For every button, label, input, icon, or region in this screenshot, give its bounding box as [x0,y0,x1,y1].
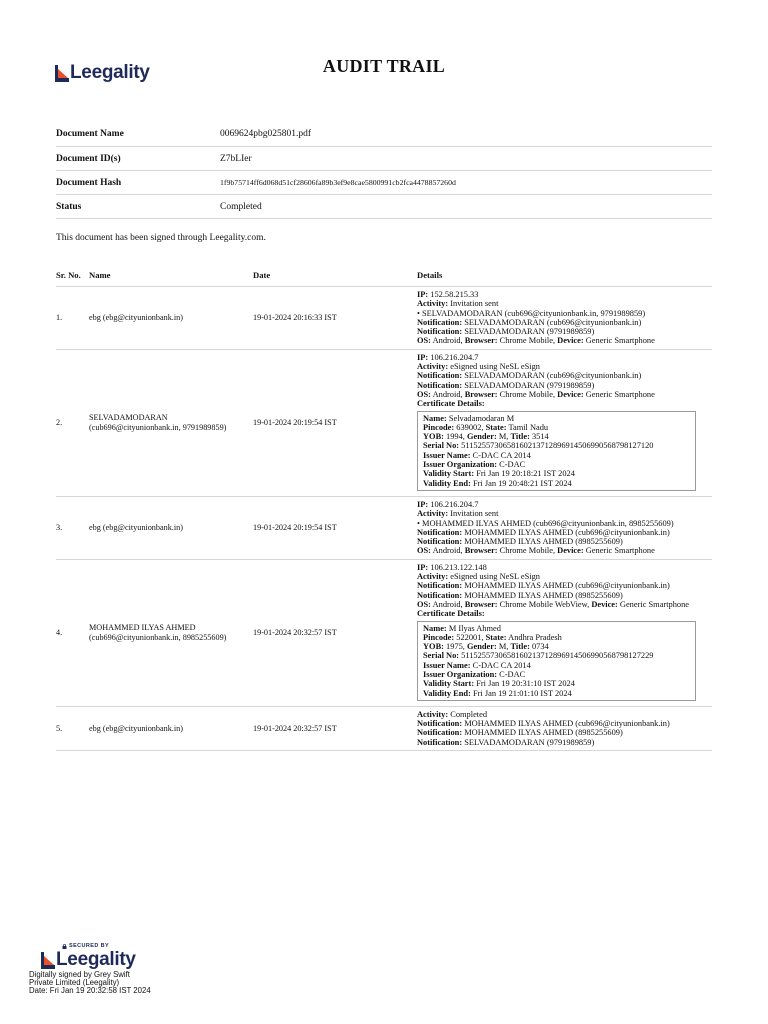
footer-signature [29,943,151,996]
signature-date: Date: Fri Jan 19 20:32:58 IST 2024 [29,986,151,996]
detail-value: MOHAMMED ILYAS AHMED (8985255609) [462,728,623,738]
footer-logo [39,950,151,970]
audit-log-table [56,263,712,751]
signer-name: ebg (ebg@cityunionbank.in) [89,723,183,733]
detail-value: Android, [430,389,465,399]
detail-label: Browser: [464,599,498,609]
row-number: 5. [56,723,63,733]
detail-line [417,390,712,399]
detail-label: Pincode: [423,422,455,432]
detail-value: MOHAMMED ILYAS AHMED (cub696@cityunionbank.in) [462,581,670,591]
detail-label: Notification: [417,581,463,591]
detail-label: Title: [510,642,530,652]
detail-label: IP: [417,352,429,362]
detail-label: Notification: [417,327,463,337]
certificate-details-box [417,411,696,491]
detail-label: Notification: [417,527,463,537]
detail-label: YOB: [423,432,444,442]
detail-value: • SELVADAMODARAN (cub696@cityunionbank.in, 9791989859) [417,308,646,318]
leegality-mark-icon [39,952,55,969]
detail-value: Android, [430,546,465,556]
signer-name-cell [89,724,253,733]
signature-line: Private Limited (Leegality) [29,978,120,988]
document-name-value: 0069624pbg025801.pdf [220,128,312,139]
details-cell [417,560,712,706]
meta-label: Document Name [56,128,124,139]
detail-label: Notification: [417,537,463,547]
secured-by-text: SECURED BY [69,943,110,949]
meta-row-id [56,147,712,171]
detail-label: Activity: [417,299,449,309]
signer-name: SELVADAMODARAN [89,413,168,423]
detail-line [417,500,712,509]
detail-line [417,336,712,345]
detail-label: Activity: [417,709,449,719]
detail-label: Pincode: [423,632,455,642]
signed-note: This document has been signed through Leegality.com. [56,233,266,243]
details-cell [417,350,712,496]
certificate-line [423,689,690,698]
detail-label: Notification: [417,719,463,729]
detail-value: Generic Smartphone [583,336,655,346]
detail-value: Fri Jan 19 20:31:10 IST 2024 [474,679,575,689]
detail-value: Chrome Mobile, [497,336,558,346]
details-cell [417,707,712,750]
detail-value: C-DAC [497,669,526,679]
table-row [56,287,712,350]
detail-line [417,581,712,590]
detail-label: Activity: [417,362,449,372]
detail-value: eSigned using NeSL eSign [448,572,540,582]
header-date: Date [253,269,271,280]
document-id-value: Z7bLIer [220,153,252,164]
status-value: Completed [220,201,262,212]
detail-value: 3514 [529,432,549,442]
detail-value: • MOHAMMED ILYAS AHMED (cub696@cityunionbank.in, 8985255609) [417,518,674,528]
row-date: 19-01-2024 20:19:54 IST [253,418,337,428]
detail-label: Validity End: [423,478,471,488]
detail-line [417,509,712,518]
detail-line [417,528,712,537]
detail-label: Browser: [464,336,498,346]
detail-value: 5115255730658160213712896914506990568798127120 [459,441,654,451]
detail-label: Issuer Name: [423,450,471,460]
certificate-line [423,651,690,660]
detail-label: Activity: [417,509,449,519]
detail-value: Chrome Mobile, [497,389,558,399]
detail-value: SELVADAMODARAN (9791989859) [462,380,595,390]
detail-value: 0734 [529,642,549,652]
detail-label: Name: [423,413,447,423]
detail-line [417,600,712,609]
signer-name-cell [89,523,253,532]
detail-label: Notification: [417,317,463,327]
document-meta-table [56,121,712,219]
detail-label: Issuer Organization: [423,669,498,679]
lock-icon [62,944,67,949]
detail-value: Chrome Mobile, [497,546,558,556]
detail-value: Android, [430,599,465,609]
detail-value: Generic Smartphone [583,389,655,399]
signer-name: MOHAMMED ILYAS AHMED [89,623,196,633]
detail-label: Validity Start: [423,679,475,689]
detail-label: Device: [591,599,618,609]
detail-label: IP: [417,499,429,509]
certificate-line [423,469,690,478]
certificate-line [423,414,690,423]
detail-value: Android, [430,336,465,346]
detail-line [417,519,712,528]
detail-value: MOHAMMED ILYAS AHMED (cub696@cityunionbank.in) [462,527,670,537]
detail-label: Serial No: [423,651,460,661]
detail-label: Notification: [417,371,463,381]
detail-label: Activity: [417,572,449,582]
row-number: 4. [56,628,63,638]
detail-value: SELVADAMODARAN (9791989859) [462,737,595,747]
detail-line [417,609,712,618]
detail-label: Title: [510,432,530,442]
meta-label: Status [56,201,82,212]
detail-value: Andhra Pradesh [506,632,562,642]
detail-label: OS: [417,599,431,609]
detail-value: M, [496,432,511,442]
detail-value: Generic Smartphone [583,546,655,556]
detail-value: Chrome Mobile WebView, [497,599,592,609]
detail-label: Device: [557,336,584,346]
logo-text: Leegality [70,62,150,83]
table-row [56,707,712,751]
detail-label: Issuer Organization: [423,460,498,470]
detail-line [417,362,712,371]
detail-label: Serial No: [423,441,460,451]
detail-label: Gender: [466,642,497,652]
detail-label: OS: [417,546,431,556]
detail-value: M Ilyas Ahmed [446,623,501,633]
detail-line [417,309,712,318]
meta-row-hash [56,171,712,195]
detail-value: Selvadamodaran M [446,413,515,423]
detail-label: Certificate Details: [417,399,485,409]
detail-value: eSigned using NeSL eSign [448,362,540,372]
certificate-line [423,679,690,688]
detail-value: C-DAC CA 2014 [470,660,531,670]
digital-signature-text [29,971,151,996]
detail-line [417,381,712,390]
meta-row-name [56,121,712,147]
detail-line [417,537,712,546]
detail-value: MOHAMMED ILYAS AHMED (cub696@cityunionbank.in) [462,719,670,729]
detail-label: Notification: [417,728,463,738]
detail-value: SELVADAMODARAN (cub696@cityunionbank.in) [462,317,642,327]
detail-label: Browser: [464,546,498,556]
table-row [56,497,712,560]
detail-value: Fri Jan 19 21:01:10 IST 2024 [470,688,572,698]
detail-line [417,318,712,327]
detail-line [417,371,712,380]
row-date: 19-01-2024 20:32:57 IST [253,723,337,733]
row-number: 1. [56,313,63,323]
detail-value: C-DAC CA 2014 [470,450,531,460]
detail-label: Validity Start: [423,469,475,479]
detail-label: IP: [417,562,429,572]
certificate-line [423,670,690,679]
table-header [56,263,712,287]
signer-name-cell [89,623,253,642]
header-details: Details [417,269,443,280]
detail-label: State: [485,422,507,432]
detail-value: SELVADAMODARAN (cub696@cityunionbank.in) [462,371,642,381]
page-title: AUDIT TRAIL [322,56,446,76]
certificate-line [423,432,690,441]
detail-line [417,591,712,600]
header-name: Name [89,269,111,280]
detail-value: 5115255730658160213712896914506990568798127229 [459,651,654,661]
detail-line [417,563,712,572]
detail-line [417,710,712,719]
detail-value: 1994, [443,432,467,442]
certificate-line [423,479,690,488]
detail-value: Tamil Nadu [506,422,549,432]
certificate-details-box [417,621,696,701]
detail-label: IP: [417,290,429,299]
document-hash-value: 1f9b75714ff6d068d51cf28606fa89b3ef9e8cae5800991cb2fca4478857260d [220,178,456,187]
detail-value: Fri Jan 19 20:18:21 IST 2024 [474,469,575,479]
header-sr-no: Sr. No. [56,269,81,280]
detail-value: MOHAMMED ILYAS AHMED (8985255609) [462,590,623,600]
meta-label: Document Hash [56,177,122,188]
detail-value: Fri Jan 19 20:48:21 IST 2024 [470,478,572,488]
detail-label: OS: [417,389,431,399]
signer-name: ebg (ebg@cityunionbank.in) [89,523,183,533]
detail-value: 639002, [454,422,486,432]
row-number: 2. [56,418,63,428]
detail-label: Gender: [466,432,497,442]
detail-label: Validity End: [423,688,471,698]
detail-line [417,719,712,728]
detail-label: Issuer Name: [423,660,471,670]
meta-label: Document ID(s) [56,153,121,164]
certificate-line [423,423,690,432]
detail-value: Invitation sent [448,509,499,519]
detail-value: MOHAMMED ILYAS AHMED (8985255609) [462,537,623,547]
meta-row-status [56,195,712,219]
detail-label: Browser: [464,389,498,399]
detail-label: YOB: [423,642,444,652]
detail-line [417,546,712,555]
detail-label: Notification: [417,590,463,600]
certificate-line [423,451,690,460]
detail-line [417,399,712,408]
detail-label: Notification: [417,737,463,747]
detail-line [417,327,712,336]
certificate-line [423,633,690,642]
detail-value: C-DAC [497,460,526,470]
signer-name-cell [89,413,253,432]
table-body [56,287,712,751]
row-date: 19-01-2024 20:19:54 IST [253,523,337,533]
detail-value: Invitation sent [448,299,499,309]
detail-value: Generic Smartphone [617,599,689,609]
detail-label: Notification: [417,380,463,390]
detail-label: Certificate Details: [417,609,485,619]
detail-value: M, [496,642,511,652]
table-row [56,350,712,497]
details-cell [417,287,712,349]
signature-line: Digitally signed by Grey Swift [29,970,130,979]
detail-value: SELVADAMODARAN (9791989859) [462,327,595,337]
detail-label: State: [485,632,507,642]
detail-line [417,572,712,581]
detail-value: 106.216.204.7 [428,352,479,362]
certificate-line [423,624,690,633]
detail-value: 106.216.204.7 [428,499,479,509]
detail-value: 522001, [454,632,486,642]
signer-name: ebg (ebg@cityunionbank.in) [89,313,183,323]
certificate-line [423,441,690,450]
row-date: 19-01-2024 20:32:57 IST [253,628,337,638]
table-row [56,560,712,707]
detail-value: Completed [448,709,488,719]
detail-line [417,290,712,299]
row-date: 19-01-2024 20:16:33 IST [253,313,337,323]
signer-contact: (cub696@cityunionbank.in, 8985255609) [89,632,227,642]
row-number: 3. [56,523,63,533]
signer-name-cell [89,313,253,322]
detail-label: Device: [557,389,584,399]
detail-label: Name: [423,623,447,633]
detail-value: 152.58.215.33 [428,290,479,299]
detail-line [417,353,712,362]
detail-value: 106.213.122.148 [428,562,487,572]
detail-line [417,738,712,747]
detail-line [417,299,712,308]
certificate-line [423,642,690,651]
certificate-line [423,661,690,670]
signer-contact: (cub696@cityunionbank.in, 9791989859) [89,422,227,432]
detail-label: OS: [417,336,431,346]
detail-label: Device: [557,546,584,556]
footer-logo-text: Leegality [56,949,136,970]
details-cell [417,497,712,559]
detail-line [417,728,712,737]
detail-value: 1975, [443,642,467,652]
certificate-line [423,460,690,469]
